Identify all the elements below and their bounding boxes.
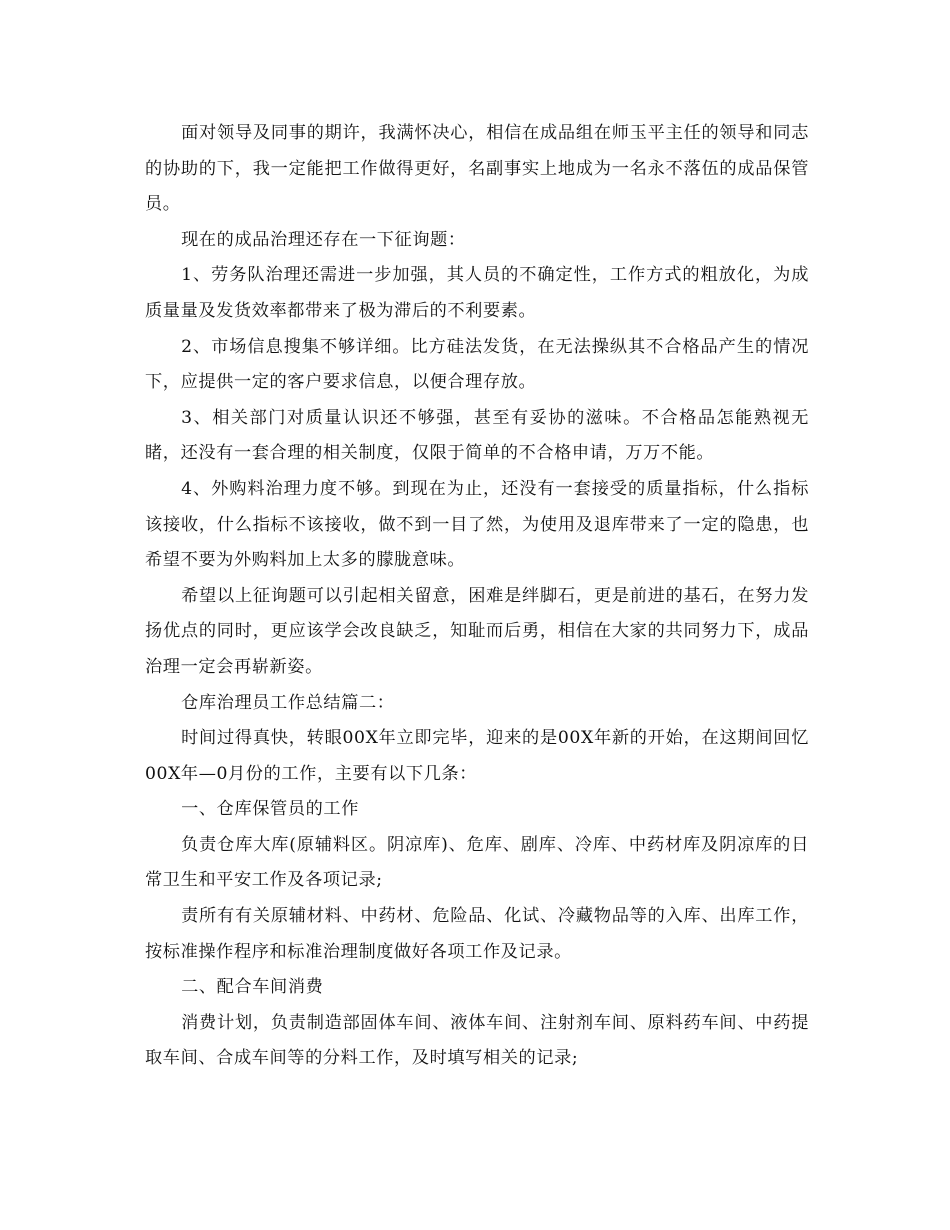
paragraph-5: 3、相关部门对质量认识还不够强，甚至有妥协的滋味。不合格品怎能熟视无睹，还没有一套合理的相关制度，仅限于简单的不合格申请，万万不能。 [145,407,809,464]
paragraph-1: 面对领导及同事的期许，我满怀决心，相信在成品组在师玉平主任的领导和同志的协助的下，我一定能把工作做得更好，名副事实上地成为一名永不落伍的成品保管员。 [145,123,809,215]
paragraph-9: 负责仓库大库(原辅料区。阴凉库)、危库、剧库、冷库、中药材库及阴凉库的日常卫生和平安工作及各项记录; [145,834,809,891]
paragraph-2: 现在的成品治理还存在一下征询题： [181,229,466,250]
paragraph-10: 责所有有关原辅材料、中药材、危险品、化试、冷藏物品等的入库、出库工作，按标准操作程序和标准治理制度做好各项工作及记录。 [145,906,809,962]
document-body [145,116,809,1077]
paragraph-6: 4、外购料治理力度不够。到现在为止，还没有一套接受的质量指标，什么指标该接收，什么指标不该接收，做不到一目了然，为使用及退库带来了一定的隐患，也希望不要为外购料加上太多的朦胧意味。 [145,478,809,571]
subheading-2: 二、配合车间消费 [181,977,324,998]
paragraph-11: 消费计划，负责制造部固体车间、液体车间、注射剂车间、原料药车间、中药提取车间、合成车间等的分料工作，及时填写相关的记录; [145,1012,809,1069]
section-heading-2: 仓库治理员工作总结篇二： [181,692,395,713]
paragraph-4: 2、市场信息搜集不够详细。比方硅法发货，在无法操纵其不合格品产生的情况下，应提供一定的客户要求信息，以便合理存放。 [145,336,809,393]
paragraph-3: 1、劳务队治理还需进一步加强，其人员的不确定性，工作方式的粗放化，为成质量量及发货效率都带来了极为滞后的不利要素。 [145,265,809,321]
paragraph-7: 希望以上征询题可以引起相关留意，困难是绊脚石，更是前进的基石，在努力发扬优点的同时，更应该学会改良缺乏，知耻而后勇，相信在大家的共同努力下，成品治理一定会再崭新姿。 [145,585,809,677]
subheading-1: 一、仓库保管员的工作 [181,799,359,820]
paragraph-8: 时间过得真快，转眼00X年立即完毕，迎来的是00X年新的开始，在这期间回忆00X年—0月份的工作，主要有以下几条： [145,728,809,784]
